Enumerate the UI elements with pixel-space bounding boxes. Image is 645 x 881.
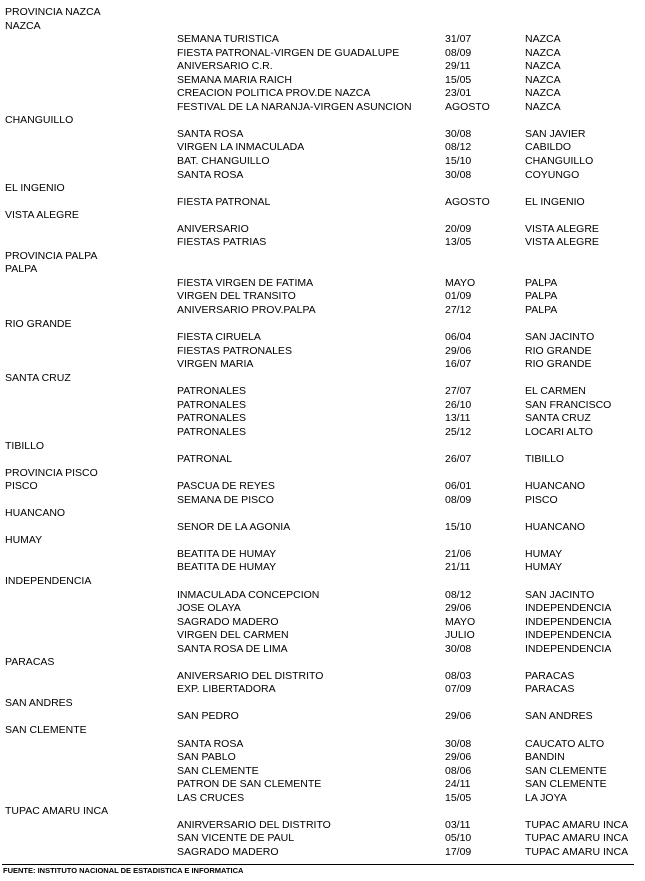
festival-date: 23/01 (445, 87, 472, 100)
district-header-row (0, 805, 645, 819)
district-label: HUMAY (5, 534, 43, 547)
festival-name: PASCUA DE REYES (177, 480, 275, 493)
district-label: TUPAC AMARU INCA (5, 805, 109, 818)
festival-place: HUMAY (525, 547, 563, 560)
festival-row (0, 47, 645, 61)
festival-row (0, 521, 645, 535)
festival-date: 25/12 (445, 425, 472, 438)
district-header-row (0, 20, 645, 34)
festival-row (0, 629, 645, 643)
festival-date: 08/12 (445, 141, 472, 154)
festival-date: 15/10 (445, 520, 472, 533)
festival-date: AGOSTO (445, 100, 490, 113)
festival-name: FIESTA VIRGEN DE FATIMA (177, 276, 314, 289)
district-header-row (0, 534, 645, 548)
festival-date: 30/08 (445, 737, 472, 750)
festival-name: SAN PABLO (177, 751, 236, 764)
festival-date: 06/04 (445, 331, 472, 344)
festival-date: 26/07 (445, 453, 472, 466)
festival-name: PATRONAL (177, 453, 233, 466)
festival-place: PARACAS (525, 683, 575, 696)
festival-place: CAUCATO ALTO (525, 737, 605, 750)
festival-date: 20/09 (445, 222, 472, 235)
festival-place: PALPA (525, 290, 558, 303)
festival-place: TUPAC AMARU INCA (525, 818, 629, 831)
festival-name: SANTA ROSA (177, 168, 244, 181)
festival-row (0, 345, 645, 359)
festival-row (0, 155, 645, 169)
festival-date: JULIO (445, 629, 475, 642)
festival-place: CHANGUILLO (525, 155, 594, 168)
festival-name: SENOR DE LA AGONIA (177, 520, 291, 533)
festival-date: 15/05 (445, 791, 472, 804)
festival-place: NAZCA (525, 73, 561, 86)
festival-name: ANIVERSARIO PROV.PALPA (177, 304, 316, 317)
festival-name: PATRON DE SAN CLEMENTE (177, 778, 322, 791)
festival-date: 13/05 (445, 236, 472, 249)
festival-row (0, 616, 645, 630)
district-label: SANTA CRUZ (5, 371, 71, 384)
festival-date: 30/08 (445, 642, 472, 655)
festival-row (0, 548, 645, 562)
festival-name: BEATITA DE HUMAY (177, 561, 277, 574)
festival-name: SANTA ROSA DE LIMA (177, 642, 288, 655)
festival-place: HUMAY (525, 561, 563, 574)
festival-place: LA JOYA (525, 791, 567, 804)
festival-row (0, 141, 645, 155)
festival-name: SAN CLEMENTE (177, 764, 259, 777)
festival-date: 30/08 (445, 168, 472, 181)
district-label: EL INGENIO (5, 182, 65, 195)
district-label: RIO GRANDE (5, 317, 72, 330)
festival-row (0, 290, 645, 304)
festival-row (0, 792, 645, 806)
district-label: PARACAS (5, 656, 55, 669)
district-label: PISCO (5, 480, 38, 493)
district-header-row (0, 182, 645, 196)
festival-row (0, 819, 645, 833)
festival-row (0, 196, 645, 210)
festival-place: EL CARMEN (525, 385, 586, 398)
festival-date: MAYO (445, 615, 476, 628)
festival-name: LAS CRUCES (177, 791, 245, 804)
festival-name: FIESTA CIRUELA (177, 331, 261, 344)
festival-row (0, 60, 645, 74)
festival-row (0, 399, 645, 413)
festival-place: PARACAS (525, 669, 575, 682)
festival-place: CABILDO (525, 141, 572, 154)
festival-place: PALPA (525, 276, 558, 289)
festival-name: PATRONALES (177, 412, 247, 425)
district-header-row (0, 372, 645, 386)
festival-row (0, 494, 645, 508)
festival-row (0, 643, 645, 657)
festival-row (0, 128, 645, 142)
festival-place: SANTA CRUZ (525, 412, 591, 425)
district-label: PROVINCIA PISCO (5, 466, 98, 479)
festival-date: 13/11 (445, 412, 471, 425)
festival-place: NAZCA (525, 46, 561, 59)
district-label: PROVINCIA PALPA (5, 249, 98, 262)
source-footnote: FUENTE: INSTITUTO NACIONAL DE ESTADISTICA E INFORMATICA (3, 866, 244, 875)
festival-name: VIRGEN MARIA (177, 358, 254, 371)
festival-name: JOSE OLAYA (177, 602, 241, 615)
festival-row (0, 412, 645, 426)
festival-place: HUANCANO (525, 520, 586, 533)
district-label: SAN ANDRES (5, 696, 73, 709)
festival-place: VISTA ALEGRE (525, 222, 599, 235)
district-header-row (0, 575, 645, 589)
festival-date: 29/06 (445, 710, 472, 723)
festival-name: SEMANA MARIA RAICH (177, 73, 292, 86)
festival-row (0, 453, 645, 467)
district-header-row (0, 697, 645, 711)
district-label: CHANGUILLO (5, 114, 74, 127)
festival-place: TUPAC AMARU INCA (525, 845, 629, 858)
festival-date: 08/09 (445, 493, 472, 506)
festival-row (0, 385, 645, 399)
festival-row (0, 710, 645, 724)
festival-row (0, 480, 645, 494)
festival-name: SAN PEDRO (177, 710, 239, 723)
festival-name: FIESTAS PATRONALES (177, 344, 292, 357)
festival-place: SAN JACINTO (525, 331, 595, 344)
festival-name: FESTIVAL DE LA NARANJA-VIRGEN ASUNCION (177, 100, 412, 113)
festival-name: VIRGEN DEL CARMEN (177, 629, 289, 642)
festival-place: NAZCA (525, 100, 561, 113)
district-label: VISTA ALEGRE (5, 209, 79, 222)
festival-place: NAZCA (525, 33, 561, 46)
festival-row (0, 778, 645, 792)
festival-name: SANTA ROSA (177, 127, 244, 140)
festival-name: SANTA ROSA (177, 737, 244, 750)
district-label: PALPA (5, 263, 38, 276)
festival-date: 06/01 (445, 480, 472, 493)
festival-name: SAGRADO MADERO (177, 615, 279, 628)
festival-date: 31/07 (445, 33, 472, 46)
district-header-row (0, 318, 645, 332)
district-label: TIBILLO (5, 439, 45, 452)
festival-date: 29/06 (445, 602, 472, 615)
festival-name: CREACION POLITICA PROV.DE NAZCA (177, 87, 371, 100)
festival-date: 07/09 (445, 683, 472, 696)
festival-date: 29/06 (445, 344, 472, 357)
festival-date: 08/03 (445, 669, 472, 682)
festival-place: INDEPENDENCIA (525, 642, 612, 655)
festival-place: INDEPENDENCIA (525, 602, 612, 615)
festival-date: 08/12 (445, 588, 472, 601)
district-label: SAN CLEMENTE (5, 723, 87, 736)
festival-row (0, 101, 645, 115)
festival-place: TIBILLO (525, 453, 565, 466)
festival-date: 29/11 (445, 60, 471, 73)
festival-place: INDEPENDENCIA (525, 615, 612, 628)
festival-place: BANDIN (525, 751, 565, 764)
festival-date: 03/11 (445, 818, 471, 831)
festival-place: SAN CLEMENTE (525, 778, 607, 791)
festival-name: PATRONALES (177, 398, 247, 411)
festival-row (0, 331, 645, 345)
festival-place: TUPAC AMARU INCA (525, 832, 629, 845)
festival-name: VIRGEN DEL TRANSITO (177, 290, 296, 303)
festival-listing (0, 6, 645, 859)
festival-row (0, 561, 645, 575)
festival-name: PATRONALES (177, 385, 247, 398)
festival-name: FIESTA PATRONAL (177, 195, 271, 208)
festival-row (0, 236, 645, 250)
festival-name: VIRGEN LA INMACULADA (177, 141, 305, 154)
festival-name: FIESTAS PATRIAS (177, 236, 267, 249)
district-label: HUANCANO (5, 507, 66, 520)
festival-row (0, 846, 645, 860)
festival-date: 21/11 (445, 561, 471, 574)
festival-date: 27/07 (445, 385, 472, 398)
festival-place: SAN ANDRES (525, 710, 593, 723)
festival-date: 16/07 (445, 358, 472, 371)
festival-place: RIO GRANDE (525, 344, 592, 357)
festival-name: ANIVERSARIO (177, 222, 249, 235)
district-label: NAZCA (5, 19, 41, 32)
festival-name: EXP. LIBERTADORA (177, 683, 276, 696)
festival-row (0, 87, 645, 101)
district-header-row (0, 467, 645, 481)
festival-name: SAN VICENTE DE PAUL (177, 832, 295, 845)
festival-row (0, 683, 645, 697)
festival-place: RIO GRANDE (525, 358, 592, 371)
festival-date: 15/10 (445, 155, 472, 168)
festival-date: 27/12 (445, 304, 472, 317)
festival-place: SAN JACINTO (525, 588, 595, 601)
festival-name: SEMANA DE PISCO (177, 493, 274, 506)
festival-date: 05/10 (445, 832, 472, 845)
festival-row (0, 751, 645, 765)
festival-place: SAN CLEMENTE (525, 764, 607, 777)
festival-date: 24/11 (445, 778, 471, 791)
festival-name: BAT. CHANGUILLO (177, 155, 270, 168)
district-header-row (0, 656, 645, 670)
festival-name: ANIVERSARIO DEL DISTRITO (177, 669, 324, 682)
festival-date: 29/06 (445, 751, 472, 764)
district-header-row (0, 6, 645, 20)
festival-date: AGOSTO (445, 195, 490, 208)
festival-row (0, 832, 645, 846)
festival-row (0, 358, 645, 372)
festival-row (0, 277, 645, 291)
district-header-row (0, 263, 645, 277)
festival-row (0, 765, 645, 779)
festival-name: PATRONALES (177, 425, 247, 438)
festival-row (0, 169, 645, 183)
festival-place: LOCARI ALTO (525, 425, 593, 438)
festival-name: SAGRADO MADERO (177, 845, 279, 858)
festival-row (0, 74, 645, 88)
festival-date: 08/06 (445, 764, 472, 777)
district-header-row (0, 250, 645, 264)
festival-place: NAZCA (525, 60, 561, 73)
festival-date: 15/05 (445, 73, 472, 86)
district-label: PROVINCIA NAZCA (5, 6, 101, 18)
festival-row (0, 426, 645, 440)
district-header-row (0, 114, 645, 128)
festival-place: PISCO (525, 493, 558, 506)
festival-row (0, 670, 645, 684)
festival-date: 17/09 (445, 845, 472, 858)
festival-name: ANIRVERSARIO DEL DISTRITO (177, 818, 331, 831)
festival-name: INMACULADA CONCEPCION (177, 588, 320, 601)
festival-date: 30/08 (445, 127, 472, 140)
festival-place: HUANCANO (525, 480, 586, 493)
festival-place: NAZCA (525, 87, 561, 100)
festival-date: 01/09 (445, 290, 472, 303)
district-header-row (0, 209, 645, 223)
festival-place: PALPA (525, 304, 558, 317)
festival-row (0, 589, 645, 603)
festival-row (0, 33, 645, 47)
festival-place: INDEPENDENCIA (525, 629, 612, 642)
festival-date: 21/06 (445, 547, 472, 560)
festival-row (0, 602, 645, 616)
festival-row (0, 304, 645, 318)
festival-name: FIESTA PATRONAL-VIRGEN DE GUADALUPE (177, 46, 400, 59)
festival-date: MAYO (445, 276, 476, 289)
festival-place: SAN JAVIER (525, 127, 586, 140)
festival-row (0, 738, 645, 752)
district-header-row (0, 440, 645, 454)
district-label: INDEPENDENCIA (5, 574, 92, 587)
festival-row (0, 223, 645, 237)
district-header-row (0, 724, 645, 738)
festival-name: SEMANA TURISTICA (177, 33, 279, 46)
festival-date: 26/10 (445, 398, 472, 411)
festival-name: BEATITA DE HUMAY (177, 547, 277, 560)
festival-place: EL INGENIO (525, 195, 585, 208)
district-header-row (0, 507, 645, 521)
footer-divider (2, 864, 634, 865)
festival-name: ANIVERSARIO C.R. (177, 60, 273, 73)
festival-place: COYUNGO (525, 168, 580, 181)
festival-date: 08/09 (445, 46, 472, 59)
festival-place: SAN FRANCISCO (525, 398, 612, 411)
festival-place: VISTA ALEGRE (525, 236, 599, 249)
